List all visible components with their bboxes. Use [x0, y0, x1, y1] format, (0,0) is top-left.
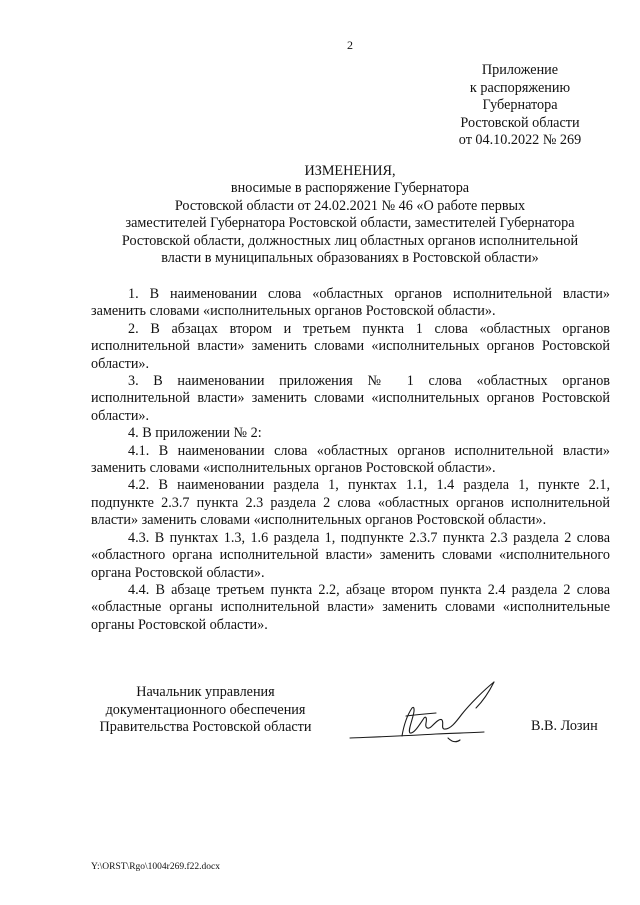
title-line: Ростовской области, должностных лиц областных органов исполнительной: [121, 232, 579, 249]
appendix-header: [455, 62, 585, 150]
paragraph-2: 2. В абзацах втором и третьем пункта 1 слова «областных органов исполнительной власти» заменить словами «исполнительных органов Ростовской области».: [91, 320, 610, 372]
paragraph-3: 3. В наименовании приложения № 1 слова «областных органов исполнительной власти» заменить словами «исполнительных органов Ростовской области».: [91, 373, 610, 424]
page-number: 2: [347, 38, 353, 52]
title-line: власти в муниципальных образованиях в Ростовской области»: [161, 250, 539, 267]
handwritten-signature: [344, 676, 504, 758]
appendix-line: от 04.10.2022 № 269: [458, 132, 582, 148]
title-heading: ИЗМЕНЕНИЯ,: [304, 163, 396, 179]
appendix-line: Приложение: [481, 62, 559, 78]
paragraph-4-2: 4.2. В наименовании раздела 1, пунктах 1.1, 1.4 раздела 1, пункте 2.1, подпункте 2.3.7 пункта 2.3 раздела 2 слова «областных органов исполнительной власти» заменить словами «исполнительных органов Ростовской области».: [91, 477, 610, 529]
position-line: Начальник управления: [136, 684, 275, 700]
appendix-line: к распоряжению: [469, 79, 571, 96]
signer-name: В.В. Лозин: [531, 718, 598, 734]
position-line: документационного обеспечения: [105, 701, 306, 718]
title-line: заместителей Губернатора Ростовской области, заместителей Губернатора: [125, 215, 575, 232]
title-line: вносимые в распоряжение Губернатора: [230, 180, 470, 197]
appendix-line: Ростовской области: [460, 114, 580, 131]
title-line: Ростовской области от 24.02.2021 № 46 «О работе первых: [174, 197, 526, 214]
paragraph-1: 1. В наименовании слова «областных органов исполнительной власти» заменить словами «исполнительных органов Ростовской области».: [91, 286, 610, 320]
file-path-footer: Y:\ORST\Rgo\1004r269.f22.docx: [91, 862, 220, 872]
signatory-position: [88, 684, 323, 737]
document-body: [91, 286, 610, 634]
paragraph-4: 4. В приложении № 2:: [128, 425, 262, 442]
document-title: [88, 163, 612, 267]
paragraph-4-3: 4.3. В пунктах 1.3, 1.6 раздела 1, подпункте 2.3.7 пункта 2.3 раздела 2 слова «областного органа исполнительной власти» заменить словами «исполнительного органа Ростовской области».: [91, 529, 610, 581]
paragraph-4-1: 4.1. В наименовании слова «областных органов исполнительной власти» заменить словами «исполнительных органов Ростовской области».: [91, 442, 610, 477]
position-line: Правительства Ростовской области: [99, 719, 312, 736]
appendix-line: Губернатора: [482, 97, 558, 113]
paragraph-4-4: 4.4. В абзаце третьем пункта 2.2, абзаце втором пункта 2.4 раздела 2 слова «областные органы исполнительной власти» заменить словами «исполнительные органы Ростовской области».: [91, 581, 610, 633]
